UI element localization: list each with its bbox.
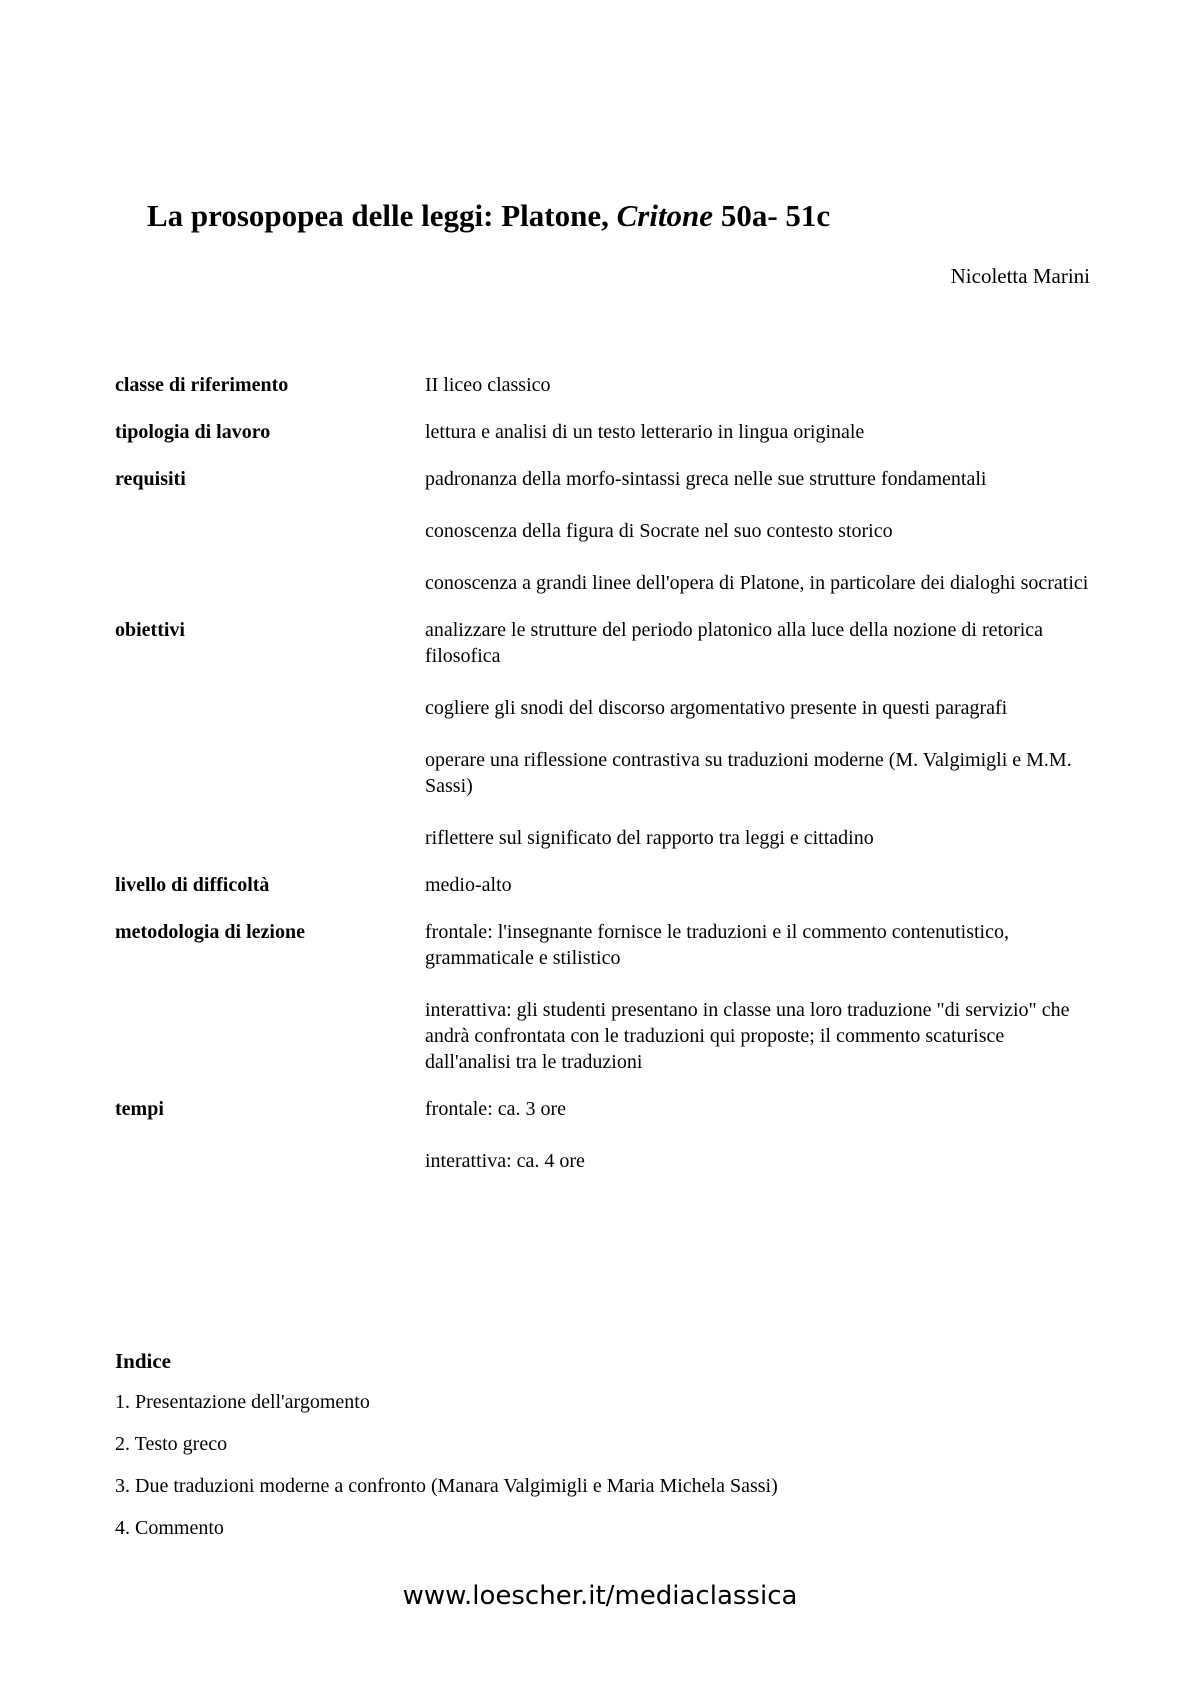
index-item: 1. Presentazione dell'argomento — [115, 1391, 370, 1413]
row-value: II liceo classico — [425, 374, 551, 396]
row-value: padronanza della morfo-sintassi greca nelle sue strutture fondamentali — [425, 468, 987, 490]
document-title — [147, 198, 830, 234]
index-section — [115, 1348, 778, 1557]
row-value: frontale: l'insegnante fornisce le traduzioni e il commento contenutistico, grammaticale e stilistico — [425, 921, 1009, 969]
row-label: requisiti — [115, 468, 186, 490]
index-item: 4. Commento — [115, 1517, 224, 1539]
row-value: interattiva: ca. 4 ore — [425, 1150, 585, 1172]
row-value: operare una riflessione contrastiva su traduzioni moderne (M. Valgimigli e M.M. Sassi) — [425, 749, 1072, 797]
row-label: tipologia di lavoro — [115, 421, 271, 443]
row-label: livello di difficoltà — [115, 874, 270, 896]
row-classe — [115, 372, 1095, 398]
row-livello — [115, 872, 1095, 898]
row-value: conoscenza della figura di Socrate nel suo contesto storico — [425, 520, 893, 542]
title-prefix: La prosopopea delle leggi: Platone, — [147, 198, 617, 233]
row-value: interattiva: gli studenti presentano in classe una loro traduzione "di servizio" che andrà confrontata con le traduzioni qui proposte; il commento scaturisce dall'analisi tra le traduzioni — [425, 999, 1070, 1073]
row-value: riflettere sul significato del rapporto tra leggi e cittadino — [425, 827, 874, 849]
row-tipologia — [115, 419, 1095, 445]
row-metodologia — [115, 919, 1095, 1075]
row-label: obiettivi — [115, 619, 185, 641]
row-value: medio-alto — [425, 874, 512, 896]
author-name: Nicoletta Marini — [950, 264, 1090, 288]
row-label: tempi — [115, 1098, 164, 1120]
row-label: classe di riferimento — [115, 374, 289, 396]
row-obiettivi — [115, 617, 1095, 851]
row-value: frontale: ca. 3 ore — [425, 1098, 567, 1120]
row-value: analizzare le strutture del periodo platonico alla luce della nozione di retorica filosofica — [425, 619, 1044, 667]
row-requisiti — [115, 466, 1095, 596]
title-suffix: 50a- 51c — [713, 198, 831, 233]
info-table — [115, 372, 1095, 1195]
index-title: Indice — [115, 1349, 172, 1373]
row-label: metodologia di lezione — [115, 921, 305, 943]
row-value: conoscenza a grandi linee dell'opera di Platone, in particolare dei dialoghi socratici — [425, 572, 1089, 594]
index-item: 2. Testo greco — [115, 1433, 228, 1455]
row-tempi — [115, 1096, 1095, 1174]
row-value: lettura e analisi di un testo letterario in lingua originale — [425, 421, 865, 443]
index-item: 3. Due traduzioni moderne a confronto (Manara Valgimigli e Maria Michela Sassi) — [115, 1475, 778, 1497]
title-work: Critone — [616, 198, 714, 233]
footer-url: www.loescher.it/mediaclassica — [402, 1581, 798, 1611]
row-value: cogliere gli snodi del discorso argomentativo presente in questi paragrafi — [425, 697, 1008, 719]
